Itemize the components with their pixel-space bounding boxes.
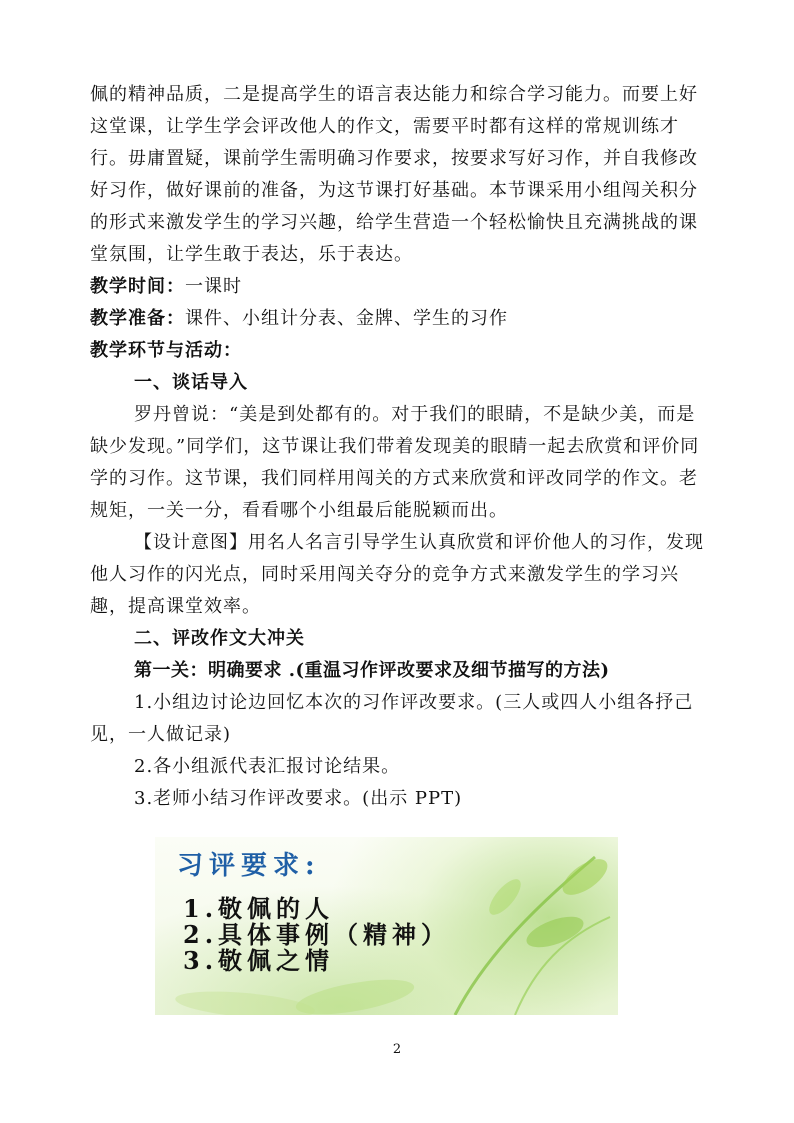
slide-title: 习评要求: <box>177 851 321 881</box>
step-1: 1.小组边讨论边回忆本次的习作评改要求。(三人或四人小组各抒己见，一人做记录) <box>90 692 694 745</box>
section-2-title: 二、评改作文大冲关 <box>134 628 305 649</box>
slide-item-1: 1.敬佩的人 <box>183 894 335 923</box>
step-2: 2.各小组派代表汇报讨论结果。 <box>134 756 401 777</box>
teaching-prep-label: 教学准备： <box>90 308 185 329</box>
slide-item-3: 3.敬佩之情 <box>183 946 335 975</box>
teaching-time-label: 教学时间： <box>90 276 185 297</box>
teaching-time-line <box>90 271 708 303</box>
teaching-prep-line <box>90 303 708 335</box>
page-number: 2 <box>392 1042 402 1057</box>
level-1-title: 第一关：明确要求 .(重温习作评改要求及细节描写的方法) <box>134 660 610 681</box>
design-intent-paragraph: 【设计意图】用名人名言引导学生认真欣赏和评价他人的习作，发现他人习作的闪光点，同时采用闯关夺分的竞争方式来激发学生的学习兴趣，提高课堂效率。 <box>90 532 704 617</box>
continued-paragraph: 佩的精神品质，二是提高学生的语言表达能力和综合学习能力。而要上好这堂课，让学生学会评改他人的作文，需要平时都有这样的常规训练才行。毋庸置疑，课前学生需明确习作要求，按要求写好习作，并自我修改好习作，做好课前的准备，为这节课打好基础。本节课采用小组闯关积分的形式来激发学生的学习兴趣，给学生营造一个轻松愉快且充满挑战的课堂氛围，让学生敢于表达，乐于表达。 <box>90 84 698 265</box>
ppt-slide-image <box>155 837 618 1015</box>
process-heading: 教学环节与活动： <box>90 340 242 361</box>
teaching-prep-value: 课件、小组计分表、金牌、学生的习作 <box>185 308 508 329</box>
section-1-title: 一、谈话导入 <box>134 372 248 393</box>
step-3: 3.老师小结习作评改要求。(出示 PPT) <box>134 788 463 809</box>
teaching-time-value: 一课时 <box>185 276 242 297</box>
slide-item-2: 2.具体事例（精神） <box>183 920 451 949</box>
intro-paragraph: 罗丹曾说：“美是到处都有的。对于我们的眼睛，不是缺少美，而是缺少发现。”同学们，这节课让我们带着发现美的眼睛一起去欣赏和评价同学的习作。这节课，我们同样用闯关的方式来欣赏和评改同学的作文。老规矩，一关一分，看看哪个小组最后能脱颖而出。 <box>90 404 700 521</box>
